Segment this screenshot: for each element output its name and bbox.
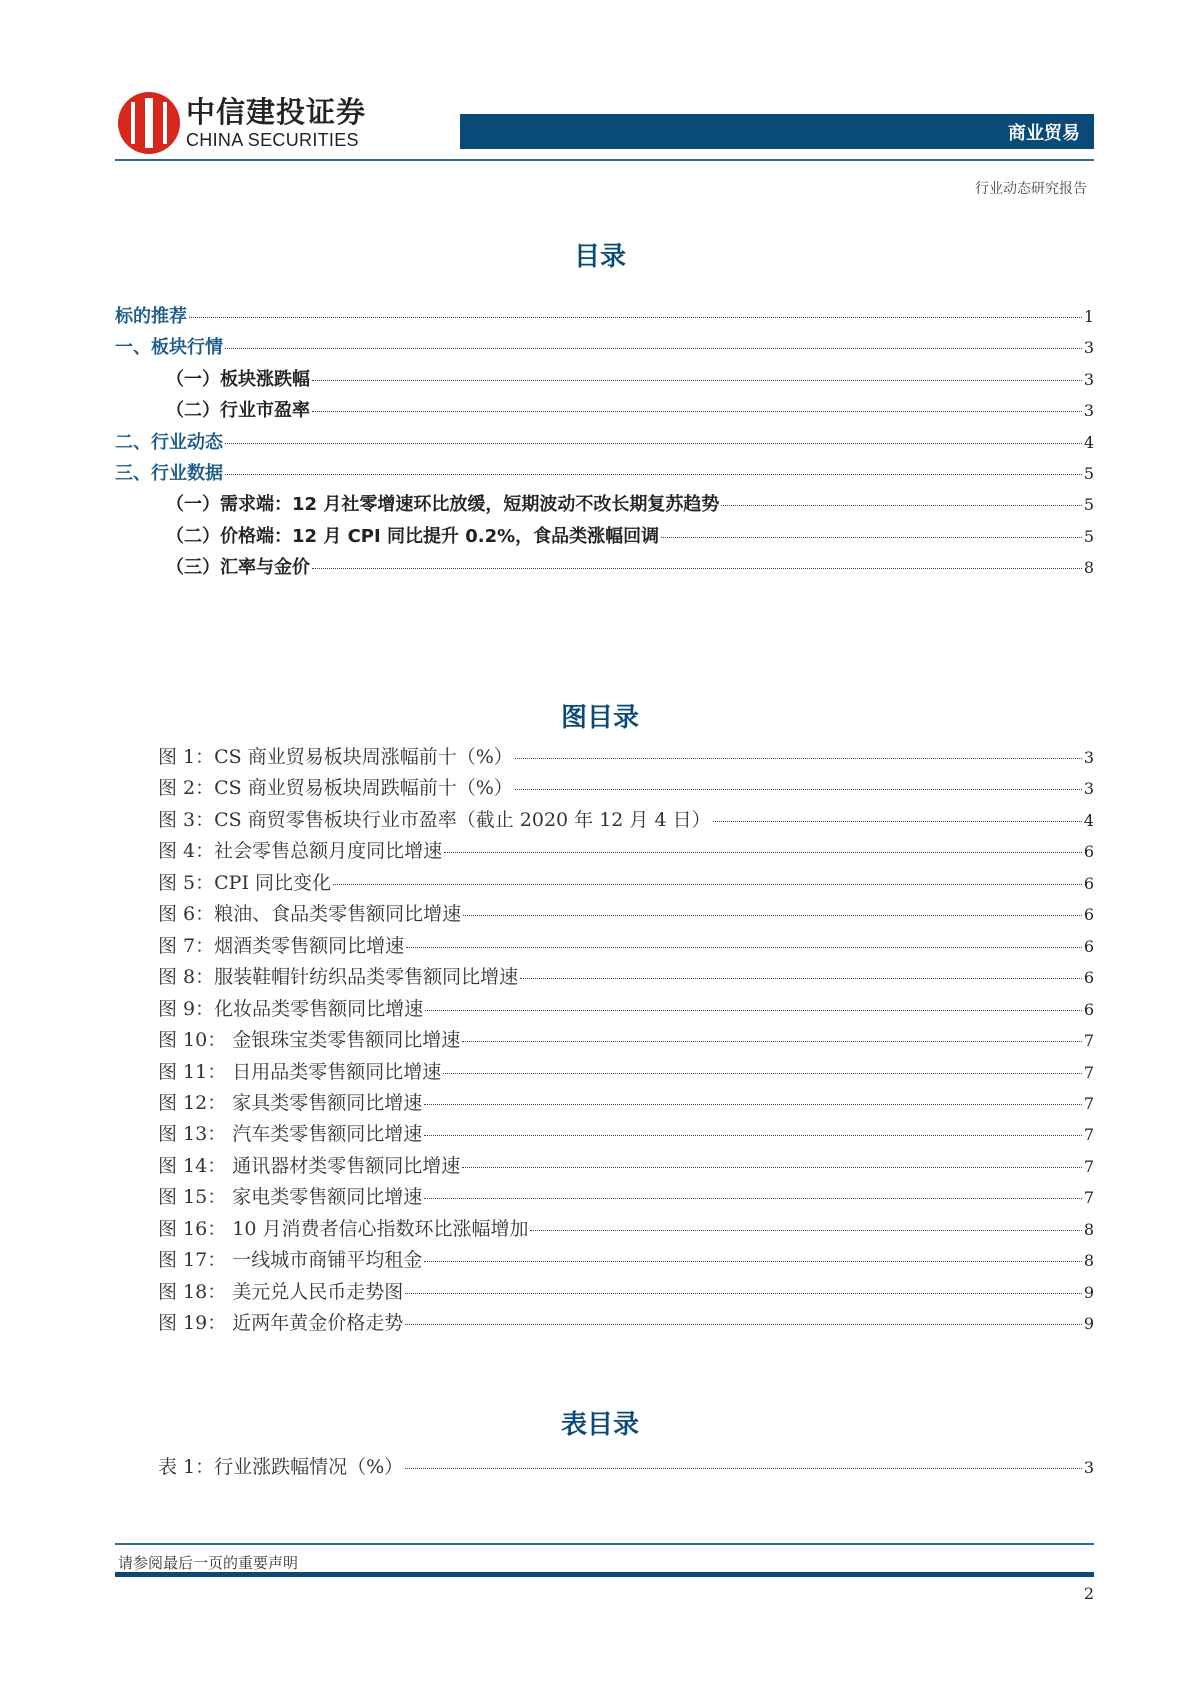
dot-leader (424, 1104, 1082, 1105)
entry-page: 6 (1083, 968, 1094, 988)
toc-entry[interactable] (115, 333, 1094, 363)
entry-label: 图 14： 通讯器材类零售额同比增速 (158, 1154, 461, 1177)
entry-page: 1 (1083, 307, 1094, 326)
entry-page: 5 (1083, 495, 1094, 515)
toc-entry[interactable] (115, 302, 1094, 332)
entry-page: 6 (1083, 999, 1094, 1019)
dot-leader (462, 1041, 1082, 1042)
figure-entry[interactable] (158, 1182, 1094, 1212)
entry-label: 图 9：化妆品类零售额同比增速 (158, 997, 424, 1020)
dot-leader (312, 411, 1082, 412)
toc-entry[interactable] (166, 553, 1094, 583)
dot-leader (425, 1010, 1082, 1011)
entry-label: （二）行业市盈率 (166, 400, 310, 422)
entry-page: 9 (1083, 1314, 1094, 1334)
figure-entry[interactable] (158, 805, 1094, 835)
entry-page: 6 (1083, 842, 1094, 862)
entry-page: 4 (1083, 432, 1094, 452)
entry-label: 图 19： 近两年黄金价格走势 (158, 1312, 404, 1335)
entry-label: 图 1：CS 商业贸易板块周涨幅前十（%） (158, 746, 513, 768)
toc-entry[interactable] (166, 396, 1094, 426)
entry-page: 7 (1083, 1093, 1094, 1113)
toc-title: 目录 (573, 242, 626, 272)
page-number: 2 (1083, 1584, 1094, 1603)
entry-page: 7 (1083, 1188, 1094, 1208)
entry-label: 图 5：CPI 同比变化 (158, 871, 331, 894)
footer-bar (115, 1572, 1094, 1577)
entry-label: 图 10： 金银珠宝类零售额同比增速 (158, 1029, 461, 1052)
footer-divider (115, 1543, 1094, 1545)
dot-leader (406, 947, 1082, 948)
dot-leader (225, 474, 1082, 475)
entry-label: 图 6：粮油、食品类零售额同比增速 (158, 903, 462, 926)
figure-entry[interactable] (158, 1025, 1094, 1055)
entry-label: 图 4：社会零售总额月度同比增速 (158, 840, 443, 863)
figure-entry[interactable] (158, 1151, 1094, 1181)
dot-leader (312, 568, 1082, 569)
figure-entry[interactable] (158, 1088, 1094, 1118)
entry-page: 8 (1083, 558, 1094, 578)
toc-entry[interactable] (166, 490, 1094, 520)
figure-entry[interactable] (158, 1277, 1094, 1307)
dot-leader (520, 978, 1082, 979)
dot-leader (405, 1468, 1082, 1469)
entry-label: 表 1：行业涨跌幅情况（%） (158, 1456, 404, 1478)
entry-page: 7 (1083, 1062, 1094, 1082)
entry-page: 6 (1083, 873, 1094, 893)
dot-leader (405, 1324, 1082, 1325)
entry-page: 3 (1083, 1458, 1094, 1477)
entry-label: 图 8：服装鞋帽针纺织品类零售额同比增速 (158, 966, 519, 989)
table-entry[interactable] (158, 1452, 1094, 1482)
entry-label: 三、行业数据 (115, 463, 223, 484)
dot-leader (405, 1293, 1082, 1294)
dot-leader (462, 1167, 1082, 1168)
figure-entry[interactable] (158, 899, 1094, 929)
entry-label: 图 3：CS 商贸零售板块行业市盈率（截止 2020 年 12 月 4 日） (158, 808, 711, 831)
report-type: 行业动态研究报告 (975, 181, 1087, 197)
dot-leader (713, 821, 1082, 822)
figure-entry[interactable] (158, 773, 1094, 803)
logo-chinese-name: 中信建投证券 (186, 94, 367, 129)
entry-page: 3 (1083, 748, 1094, 767)
entry-label: （一）板块涨跌幅 (166, 368, 310, 390)
entry-page: 4 (1083, 810, 1094, 830)
entry-label: 图 15： 家电类零售额同比增速 (158, 1186, 423, 1209)
entry-label: 图 16： 10 月消费者信心指数环比涨幅增加 (158, 1217, 529, 1240)
entry-label: 图 7：烟酒类零售额同比增速 (158, 934, 405, 957)
dot-leader (189, 317, 1082, 318)
dot-leader (530, 1230, 1081, 1231)
entry-page: 6 (1083, 936, 1094, 956)
toc-entry[interactable] (166, 522, 1094, 552)
figure-entry[interactable] (158, 994, 1094, 1024)
entry-label: 标的推荐 (115, 306, 187, 327)
figure-entry[interactable] (158, 1057, 1094, 1087)
entry-label: （三）汇率与金价 (166, 557, 310, 579)
figure-entry[interactable] (158, 742, 1094, 772)
entry-label: （二）价格端：12 月 CPI 同比提升 0.2%，食品类涨幅回调 (166, 525, 660, 547)
entry-page: 9 (1083, 1282, 1094, 1302)
table-list-title: 表目录 (560, 1410, 639, 1440)
entry-label: 图 2：CS 商业贸易板块周跌幅前十（%） (158, 777, 513, 800)
entry-page: 3 (1083, 401, 1094, 421)
figure-entry[interactable] (158, 836, 1094, 866)
dot-leader (312, 380, 1082, 381)
entry-label: （一）需求端：12 月社零增速环比放缓，短期波动不改长期复苏趋势 (166, 494, 720, 516)
entry-page: 7 (1083, 1125, 1094, 1145)
entry-page: 8 (1083, 1219, 1094, 1239)
dot-leader (515, 758, 1082, 759)
dot-leader (424, 1135, 1082, 1136)
dot-leader (661, 537, 1082, 538)
dot-leader (424, 1198, 1082, 1199)
entry-label: 图 13： 汽车类零售额同比增速 (158, 1123, 423, 1146)
dot-leader (515, 789, 1082, 790)
dot-leader (333, 884, 1082, 885)
figure-list-title: 图目录 (560, 703, 639, 733)
entry-label: 图 11： 日用品类零售额同比增速 (158, 1060, 442, 1083)
entry-page: 7 (1083, 1031, 1094, 1051)
dot-leader (225, 348, 1082, 349)
figure-entry[interactable] (158, 931, 1094, 961)
dot-leader (463, 915, 1082, 916)
entry-label: 图 17： 一线城市商铺平均租金 (158, 1249, 423, 1272)
entry-label: 二、行业动态 (115, 431, 223, 453)
figure-entry[interactable] (158, 868, 1094, 898)
logo-emblem-icon (118, 92, 180, 154)
disclaimer-note: 请参阅最后一页的重要声明 (118, 1554, 299, 1572)
figure-entry[interactable] (158, 1308, 1094, 1338)
toc-entry[interactable] (166, 365, 1094, 395)
entry-page: 3 (1083, 369, 1094, 389)
entry-page: 5 (1083, 526, 1094, 546)
entry-page: 8 (1083, 1251, 1094, 1271)
figure-entry[interactable] (158, 1119, 1094, 1149)
dot-leader (424, 1261, 1082, 1262)
entry-page: 3 (1083, 779, 1094, 799)
figure-entry[interactable] (158, 1245, 1094, 1275)
entry-page: 6 (1083, 905, 1094, 925)
entry-page: 5 (1083, 464, 1094, 483)
header-divider (115, 159, 1094, 161)
company-logo (118, 90, 388, 156)
toc-entry[interactable] (115, 459, 1094, 489)
sector-label: 商业贸易 (1008, 122, 1080, 144)
figure-entry[interactable] (158, 1214, 1094, 1244)
toc-entry[interactable] (115, 428, 1094, 458)
entry-page: 7 (1083, 1156, 1094, 1176)
dot-leader (721, 505, 1082, 506)
entry-label: 图 18： 美元兑人民币走势图 (158, 1280, 404, 1303)
sector-banner (460, 114, 1094, 149)
dot-leader (444, 852, 1082, 853)
logo-english-name: CHINA SECURITIES (186, 129, 359, 150)
entry-label: 一、板块行情 (115, 337, 223, 359)
entry-label: 图 12： 家具类零售额同比增速 (158, 1091, 423, 1114)
entry-page: 3 (1083, 338, 1094, 358)
dot-leader (443, 1073, 1082, 1074)
figure-entry[interactable] (158, 962, 1094, 992)
dot-leader (225, 443, 1082, 444)
